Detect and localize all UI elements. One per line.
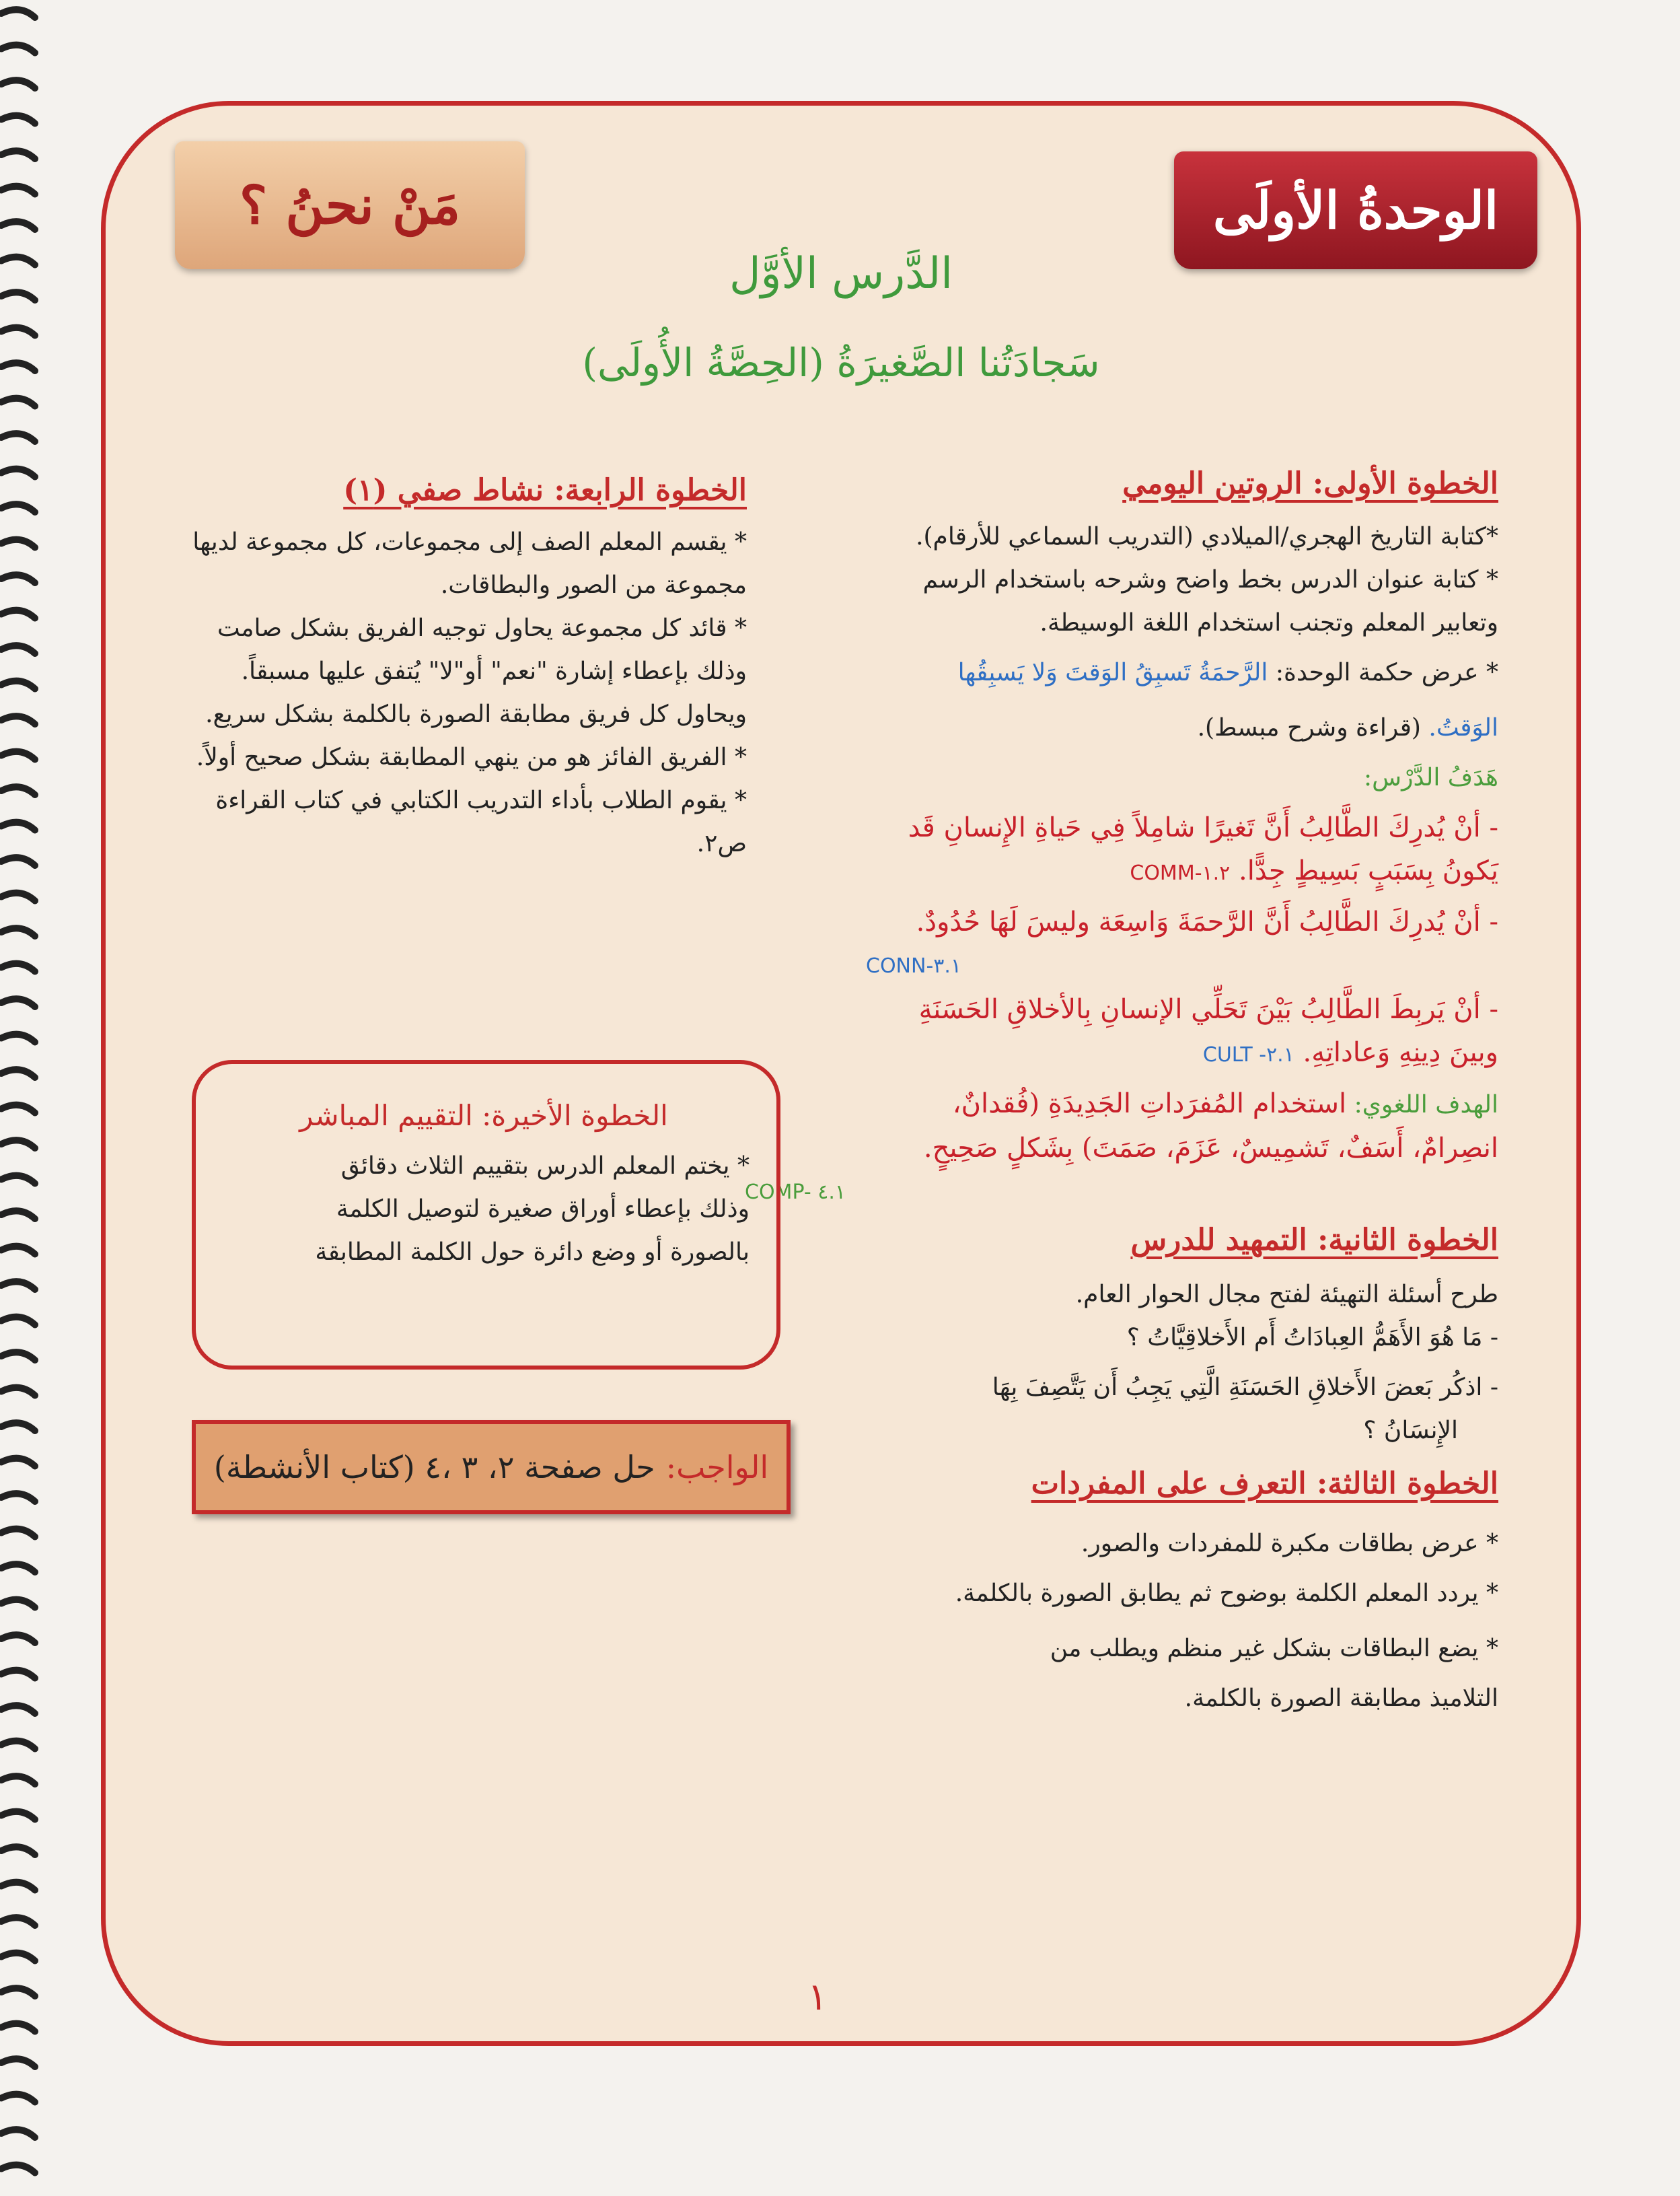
goal3-code: CULT -٢.١	[1202, 1043, 1294, 1067]
spiral-ring	[1, 645, 35, 653]
step4-p6: * الفريق الفائز هو من ينهي المطابقة بشكل صحيح أولاً.	[196, 744, 747, 771]
step4-p1: * يقسم المعلم الصف إلى مجموعات، كل مجموعة لديها	[192, 528, 747, 556]
goal3a: - أنْ يَربِطَ الطَّالِبُ بَيْنَ تَحَلِّي الإنسانِ بِالأخلاقِ الحَسَنَةِ	[918, 994, 1498, 1025]
lesson-subtitle: سَجادَتُنا الصَّغيرَةُ (الحِصَّةُ الأُولَى)	[582, 340, 1100, 386]
unit-title: الوحدةُ الأولَى	[1212, 180, 1499, 240]
step3-p3: * يضع البطاقات بشكل غير منظم ويطلب من	[1050, 1635, 1498, 1662]
right-column	[731, 458, 1498, 1720]
unit-banner	[1174, 151, 1537, 269]
wisdom-text: الرَّحمَةُ تَسبِقُ الوَقتَ وَلا يَسبِقُها	[957, 659, 1268, 686]
lang-goal-line	[731, 1082, 1498, 1127]
step2-q1: - مَا هُوَ الأَهَمُّ العِبادَاتُ أَم الأَخلاقِيَّاتُ ؟	[1126, 1324, 1498, 1351]
goal1b: يَكونُ بِسَبَبٍ بَسِيطٍ جِدًّا.	[1239, 855, 1498, 886]
spiral-ring	[1, 610, 35, 618]
page-number: ١	[807, 1975, 828, 2019]
step2-q2b: الإِنسَانُ ؟	[1363, 1417, 1458, 1444]
spiral-ring	[1, 80, 35, 88]
step1-p5	[731, 707, 1498, 750]
spiral-ring	[1, 787, 35, 795]
spiral-ring	[1, 2024, 35, 2032]
spiral-ring	[1, 151, 35, 159]
goal1a: - أنْ يُدرِكَ الطَّالِبُ أَنَّ تَغيرًا شامِلاً فِي حَياةِ الإِنسانِ قَد	[908, 812, 1498, 843]
spiral-ring	[1, 964, 35, 972]
wisdom-prefix: * عرض حكمة الوحدة:	[1275, 659, 1498, 686]
step1-heading: الخطوة الأولى: الروتين اليومي	[1122, 466, 1498, 501]
spiral-ring	[1, 292, 35, 300]
lang-code: COMP- ٤.١	[745, 1180, 846, 1204]
goal-label: هَدَفُ الدَّرْس:	[1364, 764, 1498, 791]
goal3b-line	[731, 1031, 1498, 1077]
homework-text: حل صفحة ٢، ٣ ،٤ (كتاب الأنشطة)	[213, 1449, 655, 1485]
spiral-ring	[1, 469, 35, 477]
left-column	[182, 464, 747, 865]
spiral-ring	[1, 1741, 35, 1749]
who-title: مَنْ نحنُ ؟	[239, 174, 461, 236]
step4-p2: مجموعة من الصور والبطاقات.	[440, 571, 747, 599]
step4-p3: * قائد كل مجموعة يحاول توجيه الفريق بشكل صامت	[217, 614, 747, 642]
spiral-ring	[1, 221, 35, 229]
spiral-ring	[1, 1635, 35, 1643]
lang-label: الهدف اللغوي:	[1354, 1091, 1498, 1119]
step2-heading: الخطوة الثانية: التمهيد للدرس	[1130, 1223, 1498, 1257]
who-banner	[175, 141, 525, 269]
goal1-code: COMM-١.٢	[1130, 861, 1231, 885]
goal1b-line	[731, 849, 1498, 895]
spiral-ring	[1, 857, 35, 865]
step4-heading: الخطوة الرابعة: نشاط صفي (١)	[343, 473, 747, 507]
final-heading: الخطوة الأخيرة: التقييم المباشر	[299, 1099, 668, 1132]
goal2-code: CONN-٣.١	[866, 954, 962, 978]
spiral-ring	[1, 1776, 35, 1784]
spiral-ring	[1, 1140, 35, 1148]
spiral-ring	[1, 752, 35, 760]
step3-p4: التلاميذ مطابقة الصورة بالكلمة.	[1184, 1685, 1498, 1712]
spiral-ring	[1, 433, 35, 441]
step3-heading: الخطوة الثالثة: التعرف على المفردات	[1031, 1466, 1498, 1501]
step1-p3: وتعابير المعلم وتجنب استخدام اللغة الوسيطة.	[1039, 609, 1498, 637]
spiral-ring	[1, 1705, 35, 1713]
step4-p4: وذلك بإعطاء إشارة "نعم" أو"لا" يُتفق عليها مسبقاً.	[241, 658, 747, 685]
spiral-ring	[1, 2094, 35, 2102]
spiral-ring	[1, 257, 35, 265]
spiral-ring	[1, 9, 35, 17]
spiral-ring	[1, 2059, 35, 2067]
homework-box	[192, 1420, 791, 1514]
spiral-ring	[1, 1564, 35, 1572]
step3-p1: * عرض بطاقات مكبرة للمفردات والصور.	[1081, 1530, 1498, 1557]
spiral-ring	[1, 1600, 35, 1608]
spiral-ring	[1, 1034, 35, 1042]
lesson-title: الدَّرس الأوَّل	[729, 249, 953, 299]
step4-p7: * يقوم الطلاب بأداء التدريب الكتابي في كتاب القراءة	[215, 787, 747, 814]
spiral-ring	[1, 186, 35, 194]
spiral-ring	[1, 1176, 35, 1184]
spiral-ring	[1, 1458, 35, 1466]
goal2-code-line	[731, 944, 1498, 988]
spiral-ring	[1, 1953, 35, 1961]
spiral-ring	[1, 1246, 35, 1254]
step4-p5: ويحاول كل فريق مطابقة الصورة بالكلمة بشكل سريع.	[205, 701, 747, 728]
spiral-ring	[1, 1493, 35, 1501]
spiral-ring	[1, 1352, 35, 1360]
spiral-ring	[1, 504, 35, 512]
spiral-ring	[1, 1105, 35, 1113]
spiral-ring	[1, 999, 35, 1007]
spiral-ring	[1, 1988, 35, 1996]
final-p1: * يختم المعلم الدرس بتقييم الثلاث دقائق	[340, 1152, 750, 1180]
final-p2: وذلك بإعطاء أوراق صغيرة لتوصيل الكلمة	[336, 1195, 750, 1223]
spiral-ring	[1, 540, 35, 548]
wisdom-note: (قراءة وشرح مبسط).	[1197, 714, 1421, 742]
step1-p1: *كتابة التاريخ الهجري/الميلادي (التدريب السماعي للأرقام).	[916, 523, 1498, 551]
spiral-ring	[1, 681, 35, 689]
spiral-ring	[1, 1812, 35, 1820]
lang-goal-a: استخدام المُفرَداتِ الجَدِيدَةِ (فُقدانٌ،	[952, 1088, 1347, 1119]
spiral-ring	[1, 822, 35, 830]
spiral-ring	[1, 328, 35, 336]
spiral-ring	[1, 2129, 35, 2137]
spiral-ring	[1, 1847, 35, 1855]
spiral-ring	[1, 1882, 35, 1890]
spiral-ring	[1, 575, 35, 583]
spiral-ring	[1, 716, 35, 724]
wisdom-end: الوَقتُ.	[1428, 714, 1498, 742]
spiral-ring	[1, 1069, 35, 1077]
spiral-ring	[1, 928, 35, 936]
spiral-ring	[1, 1388, 35, 1396]
spiral-ring	[1, 1281, 35, 1289]
homework-label: الواجب:	[665, 1449, 769, 1485]
step4-p8: ص٢.	[696, 830, 747, 857]
step2-intro: طرح أسئلة التهيئة لفتح مجال الحوار العام.	[1075, 1281, 1498, 1308]
spiral-ring	[1, 363, 35, 371]
spiral-ring	[1, 45, 35, 53]
step3-p2: * يردد المعلم الكلمة بوضوح ثم يطابق الصورة بالكلمة.	[955, 1580, 1498, 1607]
spiral-ring	[1, 1529, 35, 1537]
spiral-ring	[1, 1423, 35, 1431]
spiral-binding	[0, 0, 40, 2196]
assessment-box	[192, 1060, 780, 1370]
step1-p4	[731, 651, 1498, 695]
goal2: - أنْ يُدرِكَ الطَّالِبُ أَنَّ الرَّحمَةَ وَاسِعَة وليسَ لَهَا حُدُودٌ.	[916, 907, 1498, 937]
spiral-ring	[1, 1211, 35, 1219]
step1-p2: * كتابة عنوان الدرس بخط واضح وشرحه باستخدام الرسم	[922, 566, 1498, 594]
spiral-ring	[1, 1670, 35, 1678]
step2-q2a: - اذكُر بَعضَ الأَخلاقِ الحَسَنَةِ الَّتِي يَجِبُ أَن يَتَّصِفَ بِهَا	[992, 1374, 1498, 1401]
goal3b: وبينَ دِينِهِ وَعاداتِهِ.	[1303, 1037, 1498, 1068]
spiral-ring	[1, 116, 35, 124]
lang-code-line	[731, 1170, 1498, 1214]
spiral-ring	[1, 893, 35, 901]
spiral-ring	[1, 1317, 35, 1325]
spiral-ring	[1, 1917, 35, 1925]
spiral-ring	[1, 398, 35, 406]
final-p3: بالصورة أو وضع دائرة حول الكلمة المطابقة	[315, 1238, 750, 1266]
spiral-ring	[1, 2165, 35, 2173]
lang-goal-b: انصِرامٌ، أَسَفٌ، تَشمِيسٌ، عَزَمَ، صَمَتَ) بِشَكلٍ صَحِيحٍ.	[923, 1133, 1498, 1164]
